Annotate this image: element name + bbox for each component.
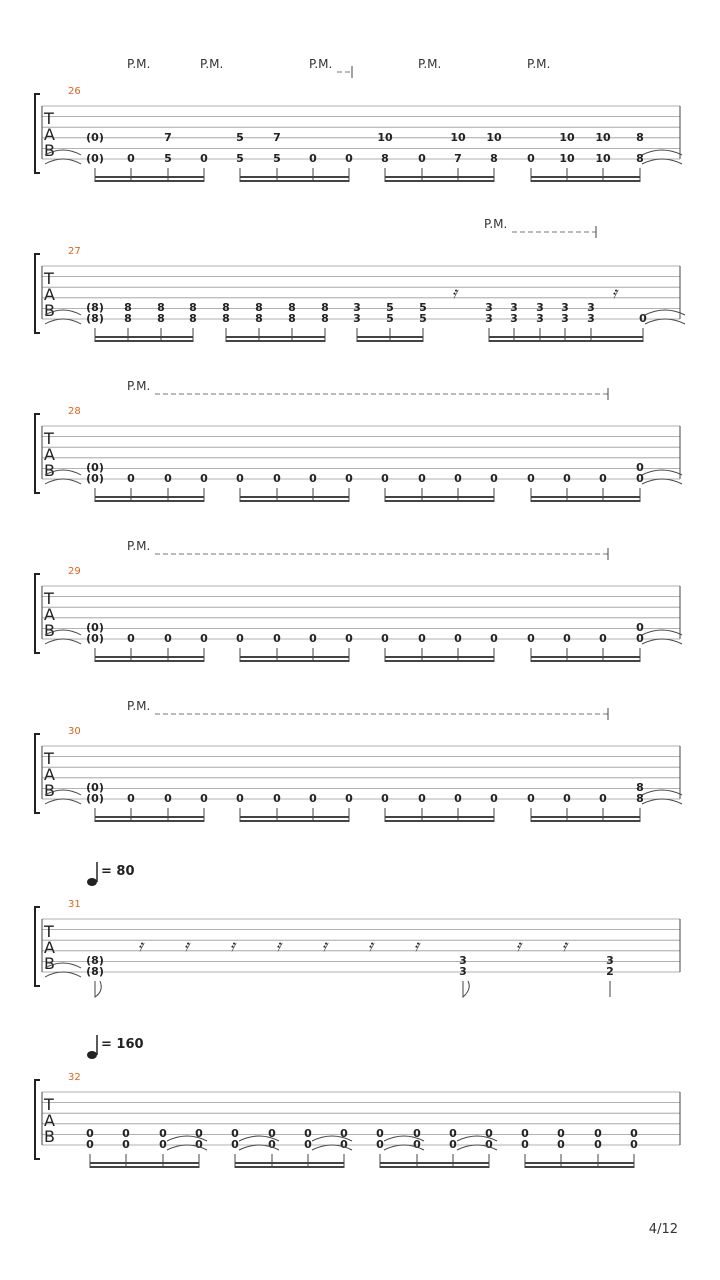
beam xyxy=(90,1162,199,1164)
fret-number: 0 xyxy=(599,472,607,485)
beam xyxy=(385,176,494,178)
tie xyxy=(642,639,682,644)
fret-number: 0 xyxy=(413,1138,421,1151)
fret-number: (8) xyxy=(86,954,104,967)
fret-number: 8 xyxy=(636,152,644,165)
fret-number: 0 xyxy=(454,792,462,805)
system-bracket xyxy=(35,254,40,333)
measure-number: 31 xyxy=(68,899,81,910)
fret-number: 3 xyxy=(459,965,467,978)
tempo-note xyxy=(87,1051,97,1059)
fret-number: 5 xyxy=(236,152,244,165)
beam xyxy=(385,656,494,658)
beam xyxy=(240,816,349,818)
rest: 𝄿 xyxy=(562,936,567,955)
fret-number: 0 xyxy=(268,1138,276,1151)
fret-number: (0) xyxy=(86,792,104,805)
beam xyxy=(489,340,643,342)
beam xyxy=(385,500,494,502)
tab-letter-a: A xyxy=(44,125,55,144)
fret-number: (0) xyxy=(86,461,104,474)
beam xyxy=(385,660,494,662)
tie xyxy=(642,479,682,484)
fret-number: 0 xyxy=(236,792,244,805)
beam xyxy=(95,336,193,338)
fret-number: 0 xyxy=(636,632,644,645)
page-number: 4/12 xyxy=(648,1222,678,1237)
beam xyxy=(240,496,349,498)
measure-number: 28 xyxy=(68,406,81,417)
tie xyxy=(642,150,682,155)
fret-number: 8 xyxy=(321,312,329,325)
tab-letter-t: T xyxy=(44,922,54,941)
beam xyxy=(226,340,325,342)
fret-number: 0 xyxy=(345,472,353,485)
fret-number: 0 xyxy=(345,792,353,805)
palm-mute-label: P.M. xyxy=(527,57,551,71)
beam xyxy=(385,496,494,498)
fret-number: 0 xyxy=(122,1138,130,1151)
tab-letter-t: T xyxy=(44,749,54,768)
tie xyxy=(642,470,682,475)
fret-number: 0 xyxy=(345,632,353,645)
fret-number: 0 xyxy=(490,632,498,645)
beam xyxy=(531,816,640,818)
fret-number: 0 xyxy=(309,792,317,805)
fret-number: 0 xyxy=(563,472,571,485)
fret-number: 0 xyxy=(636,461,644,474)
fret-number: 0 xyxy=(309,472,317,485)
tab-letter-a: A xyxy=(44,285,55,304)
fret-number: 10 xyxy=(377,131,393,144)
beam xyxy=(240,500,349,502)
beam xyxy=(385,180,494,182)
tab-letter-a: A xyxy=(44,1111,55,1130)
fret-number: 7 xyxy=(273,131,281,144)
rest: 𝄿 xyxy=(368,936,373,955)
fret-number: 5 xyxy=(419,312,427,325)
fret-number: 8 xyxy=(636,781,644,794)
tempo-marking: = 160 xyxy=(101,1037,144,1052)
fret-number: 0 xyxy=(599,792,607,805)
fret-number: 0 xyxy=(309,632,317,645)
fret-number: 3 xyxy=(510,312,518,325)
tie xyxy=(645,319,685,324)
fret-number: (0) xyxy=(86,152,104,165)
fret-number: 3 xyxy=(536,312,544,325)
fret-number: 0 xyxy=(200,472,208,485)
beam xyxy=(95,500,204,502)
palm-mute-label: P.M. xyxy=(127,379,151,393)
tab-letter-t: T xyxy=(44,1095,54,1114)
palm-mute-label: P.M. xyxy=(127,699,151,713)
fret-number: 0 xyxy=(413,1127,421,1140)
fret-number: (0) xyxy=(86,781,104,794)
fret-number: 0 xyxy=(273,632,281,645)
rest: 𝄿 xyxy=(276,936,281,955)
fret-number: 8 xyxy=(255,301,263,314)
fret-number: 0 xyxy=(636,472,644,485)
beam xyxy=(95,820,204,822)
fret-number: 0 xyxy=(164,792,172,805)
rest: 𝄿 xyxy=(230,936,235,955)
fret-number: 10 xyxy=(486,131,502,144)
fret-number: 10 xyxy=(450,131,466,144)
beam xyxy=(226,336,325,338)
fret-number: 0 xyxy=(485,1138,493,1151)
fret-number: 0 xyxy=(381,472,389,485)
fret-number: 0 xyxy=(485,1127,493,1140)
tie xyxy=(642,630,682,635)
fret-number: 0 xyxy=(490,472,498,485)
beam xyxy=(95,176,204,178)
fret-number: 3 xyxy=(587,312,595,325)
fret-number: 0 xyxy=(127,792,135,805)
fret-number: 0 xyxy=(449,1127,457,1140)
fret-number: 0 xyxy=(345,152,353,165)
beam xyxy=(240,660,349,662)
system-bracket xyxy=(35,574,40,653)
tab-letter-b: B xyxy=(44,301,55,320)
tab-letter-a: A xyxy=(44,765,55,784)
palm-mute-label: P.M. xyxy=(484,217,508,231)
tab-letter-a: A xyxy=(44,445,55,464)
fret-number: 0 xyxy=(340,1138,348,1151)
fret-number: 3 xyxy=(536,301,544,314)
fret-number: 0 xyxy=(563,792,571,805)
beam xyxy=(525,1162,634,1164)
tab-letter-t: T xyxy=(44,269,54,288)
note-flag xyxy=(463,981,469,997)
beam xyxy=(240,820,349,822)
fret-number: 5 xyxy=(386,301,394,314)
fret-number: 0 xyxy=(376,1127,384,1140)
fret-number: 0 xyxy=(273,792,281,805)
fret-number: 0 xyxy=(636,621,644,634)
fret-number: 0 xyxy=(340,1127,348,1140)
palm-mute-label: P.M. xyxy=(309,57,333,71)
fret-number: 0 xyxy=(418,792,426,805)
beam xyxy=(531,820,640,822)
fret-number: 5 xyxy=(386,312,394,325)
beam xyxy=(385,820,494,822)
fret-number: 3 xyxy=(459,954,467,967)
fret-number: 0 xyxy=(594,1138,602,1151)
fret-number: 0 xyxy=(527,472,535,485)
rest: 𝄿 xyxy=(138,936,143,955)
measure-number: 30 xyxy=(68,726,81,737)
tab-letter-b: B xyxy=(44,1127,55,1146)
fret-number: 0 xyxy=(86,1127,94,1140)
tab-letter-t: T xyxy=(44,589,54,608)
tab-letter-b: B xyxy=(44,781,55,800)
palm-mute-label: P.M. xyxy=(200,57,224,71)
fret-number: 0 xyxy=(159,1138,167,1151)
fret-number: 8 xyxy=(189,312,197,325)
tab-letter-b: B xyxy=(44,461,55,480)
beam xyxy=(489,336,643,338)
beam xyxy=(357,340,423,342)
tie xyxy=(642,159,682,164)
tab-letter-a: A xyxy=(44,605,55,624)
fret-number: 0 xyxy=(454,632,462,645)
fret-number: 0 xyxy=(527,152,535,165)
beam xyxy=(385,816,494,818)
measure-number: 27 xyxy=(68,246,81,257)
fret-number: 0 xyxy=(594,1127,602,1140)
fret-number: 0 xyxy=(639,312,647,325)
beam xyxy=(380,1166,489,1168)
rest: 𝄿 xyxy=(414,936,419,955)
fret-number: 8 xyxy=(255,312,263,325)
fret-number: 3 xyxy=(485,301,493,314)
fret-number: 8 xyxy=(124,312,132,325)
fret-number: 3 xyxy=(606,954,614,967)
fret-number: 0 xyxy=(231,1138,239,1151)
fret-number: 0 xyxy=(122,1127,130,1140)
beam xyxy=(240,656,349,658)
beam xyxy=(95,660,204,662)
fret-number: 0 xyxy=(195,1127,203,1140)
fret-number: 8 xyxy=(157,312,165,325)
fret-number: 0 xyxy=(557,1138,565,1151)
fret-number: 8 xyxy=(636,131,644,144)
fret-number: 8 xyxy=(381,152,389,165)
fret-number: 0 xyxy=(236,632,244,645)
fret-number: 0 xyxy=(127,632,135,645)
system-bracket xyxy=(35,1080,40,1159)
fret-number: 0 xyxy=(200,792,208,805)
tab-letter-t: T xyxy=(44,109,54,128)
fret-number: 0 xyxy=(630,1138,638,1151)
system-bracket xyxy=(35,414,40,493)
fret-number: 0 xyxy=(304,1138,312,1151)
beam xyxy=(531,500,640,502)
fret-number: 0 xyxy=(563,632,571,645)
fret-number: 0 xyxy=(521,1138,529,1151)
tie xyxy=(645,310,685,315)
beam xyxy=(95,496,204,498)
fret-number: (8) xyxy=(86,965,104,978)
fret-number: 5 xyxy=(273,152,281,165)
rest: 𝄿 xyxy=(612,283,617,302)
fret-number: 0 xyxy=(418,152,426,165)
fret-number: 0 xyxy=(273,472,281,485)
fret-number: 0 xyxy=(86,1138,94,1151)
beam xyxy=(95,816,204,818)
beam xyxy=(531,656,640,658)
beam xyxy=(531,176,640,178)
fret-number: 8 xyxy=(490,152,498,165)
fret-number: 0 xyxy=(309,152,317,165)
fret-number: 8 xyxy=(222,312,230,325)
beam xyxy=(95,656,204,658)
fret-number: 8 xyxy=(288,301,296,314)
measure-number: 26 xyxy=(68,86,81,97)
fret-number: 0 xyxy=(231,1127,239,1140)
fret-number: 0 xyxy=(200,632,208,645)
fret-number: 0 xyxy=(376,1138,384,1151)
fret-number: (0) xyxy=(86,632,104,645)
fret-number: 8 xyxy=(189,301,197,314)
fret-number: 10 xyxy=(595,131,611,144)
beam xyxy=(240,180,349,182)
fret-number: (8) xyxy=(86,301,104,314)
fret-number: 0 xyxy=(490,792,498,805)
measure-number: 32 xyxy=(68,1072,81,1083)
fret-number: 0 xyxy=(521,1127,529,1140)
fret-number: (0) xyxy=(86,472,104,485)
fret-number: 7 xyxy=(454,152,462,165)
beam xyxy=(235,1162,344,1164)
fret-number: 0 xyxy=(127,152,135,165)
fret-number: 3 xyxy=(561,301,569,314)
fret-number: 0 xyxy=(304,1127,312,1140)
fret-number: 3 xyxy=(485,312,493,325)
fret-number: 3 xyxy=(561,312,569,325)
fret-number: 2 xyxy=(606,965,614,978)
beam xyxy=(531,180,640,182)
rest: 𝄿 xyxy=(516,936,521,955)
beam xyxy=(531,660,640,662)
fret-number: 10 xyxy=(559,131,575,144)
fret-number: 0 xyxy=(418,472,426,485)
fret-number: 0 xyxy=(164,472,172,485)
fret-number: 10 xyxy=(559,152,575,165)
tab-letter-t: T xyxy=(44,429,54,448)
fret-number: 0 xyxy=(454,472,462,485)
fret-number: 3 xyxy=(510,301,518,314)
tab-letter-b: B xyxy=(44,954,55,973)
beam xyxy=(95,340,193,342)
fret-number: 0 xyxy=(527,632,535,645)
beam xyxy=(357,336,423,338)
beam xyxy=(531,496,640,498)
fret-number: 0 xyxy=(268,1127,276,1140)
fret-number: 0 xyxy=(630,1127,638,1140)
fret-number: 5 xyxy=(236,131,244,144)
fret-number: 0 xyxy=(449,1138,457,1151)
fret-number: 8 xyxy=(288,312,296,325)
system-bracket xyxy=(35,734,40,813)
fret-number: 5 xyxy=(164,152,172,165)
note-flag xyxy=(95,981,101,997)
fret-number: 0 xyxy=(200,152,208,165)
fret-number: 0 xyxy=(557,1127,565,1140)
fret-number: 0 xyxy=(236,472,244,485)
fret-number: 0 xyxy=(381,632,389,645)
fret-number: 7 xyxy=(164,131,172,144)
fret-number: (0) xyxy=(86,131,104,144)
tab-letter-b: B xyxy=(44,141,55,160)
beam xyxy=(235,1166,344,1168)
palm-mute-label: P.M. xyxy=(127,57,151,71)
fret-number: 3 xyxy=(587,301,595,314)
fret-number: 0 xyxy=(527,792,535,805)
rest: 𝄿 xyxy=(184,936,189,955)
tab-letter-b: B xyxy=(44,621,55,640)
fret-number: 0 xyxy=(599,632,607,645)
fret-number: 0 xyxy=(195,1138,203,1151)
fret-number: 8 xyxy=(321,301,329,314)
rest: 𝄿 xyxy=(322,936,327,955)
fret-number: 8 xyxy=(222,301,230,314)
fret-number: (0) xyxy=(86,621,104,634)
palm-mute-label: P.M. xyxy=(418,57,442,71)
fret-number: 0 xyxy=(418,632,426,645)
tab-letter-a: A xyxy=(44,938,55,957)
system-bracket xyxy=(35,94,40,173)
beam xyxy=(525,1166,634,1168)
fret-number: (8) xyxy=(86,312,104,325)
fret-number: 0 xyxy=(381,792,389,805)
fret-number: 8 xyxy=(124,301,132,314)
fret-number: 10 xyxy=(595,152,611,165)
fret-number: 0 xyxy=(127,472,135,485)
fret-number: 0 xyxy=(159,1127,167,1140)
rest: 𝄿 xyxy=(452,283,457,302)
fret-number: 8 xyxy=(636,792,644,805)
fret-number: 0 xyxy=(164,632,172,645)
tempo-marking: = 80 xyxy=(101,864,135,879)
tempo-note xyxy=(87,878,97,886)
fret-number: 3 xyxy=(353,312,361,325)
fret-number: 5 xyxy=(419,301,427,314)
beam xyxy=(90,1166,199,1168)
fret-number: 8 xyxy=(157,301,165,314)
system-bracket xyxy=(35,907,40,986)
beam xyxy=(380,1162,489,1164)
palm-mute-label: P.M. xyxy=(127,539,151,553)
tie xyxy=(642,799,682,804)
fret-number: 3 xyxy=(353,301,361,314)
tie xyxy=(642,790,682,795)
beam xyxy=(95,180,204,182)
beam xyxy=(240,176,349,178)
measure-number: 29 xyxy=(68,566,81,577)
